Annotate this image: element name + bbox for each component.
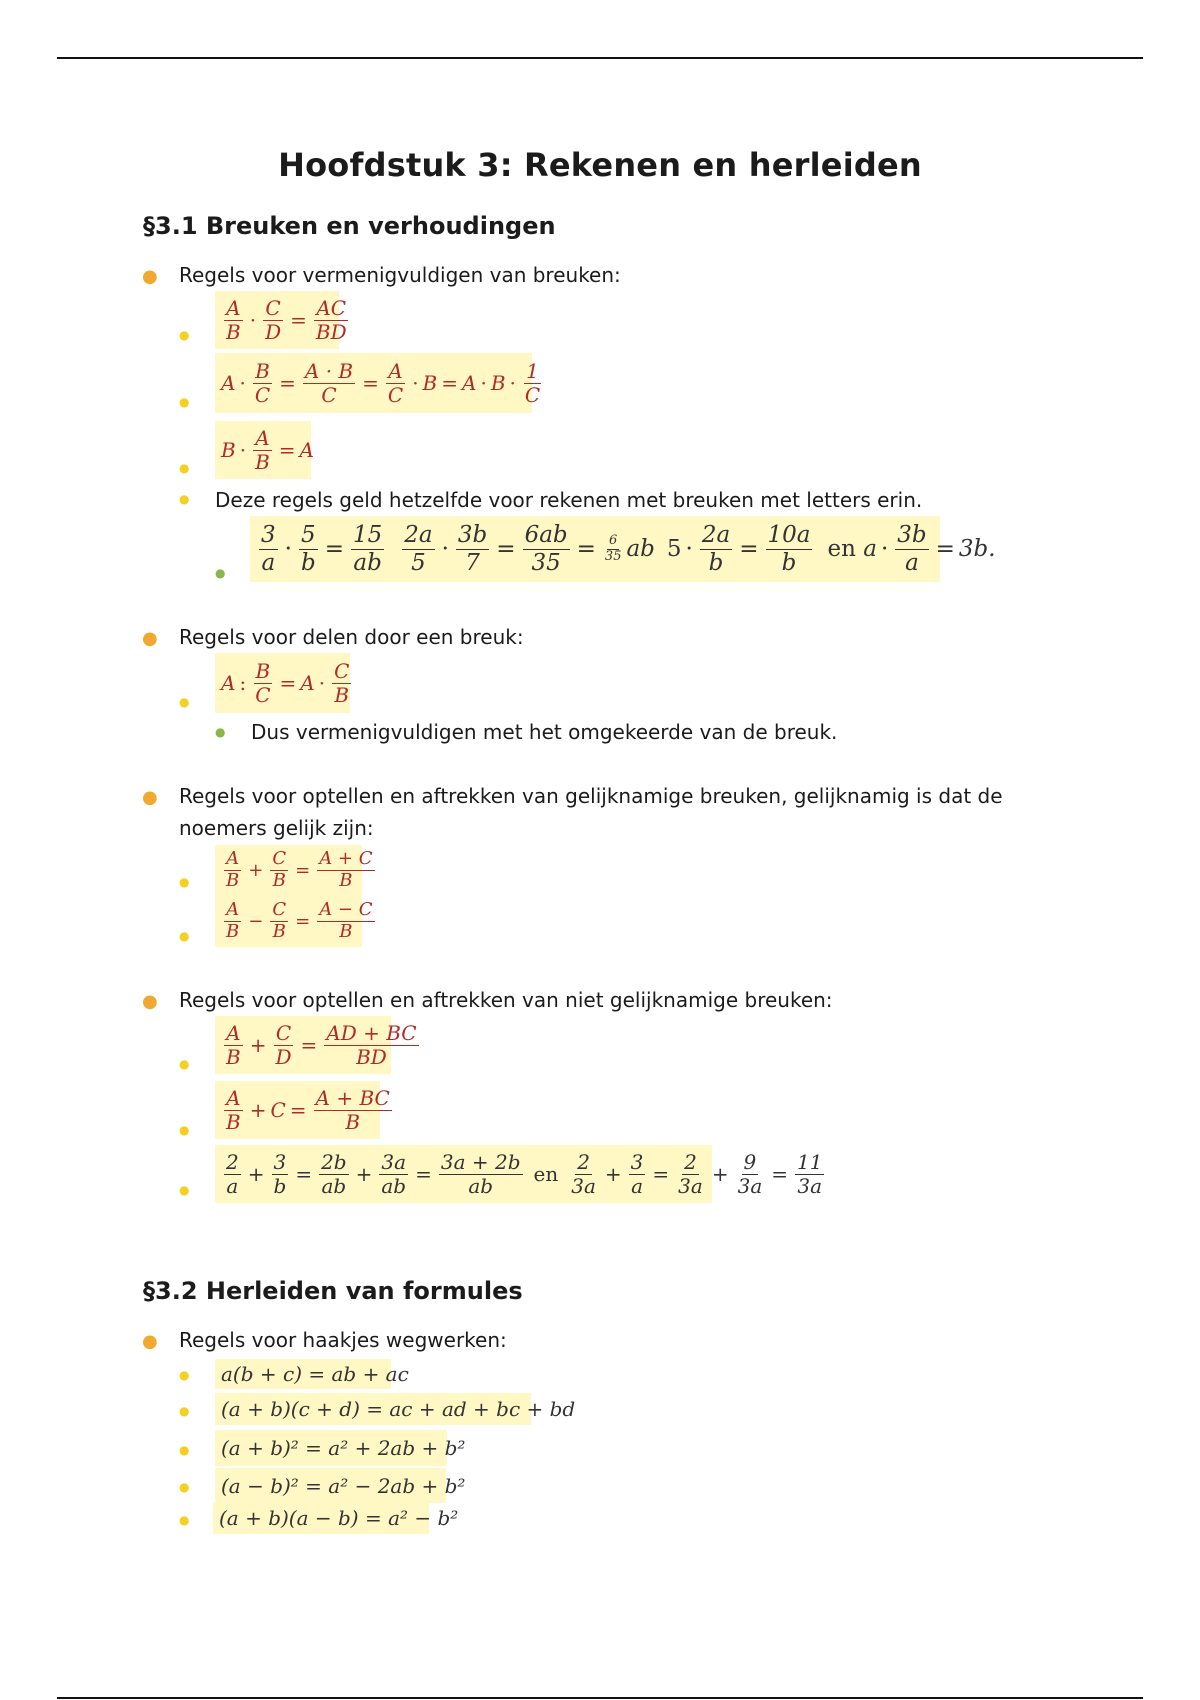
same-intro-line2: noemers gelijk zijn: — [179, 816, 374, 840]
formula-same-add: $\frac{A}{B}$ + $\frac{C}{B}$ = $\frac{A + C}{B}$ — [215, 845, 362, 895]
div-note-text: Dus vermenigvuldigen met het omgekeerde van de breuk. — [251, 720, 838, 744]
bullet-icon: ● — [179, 1183, 190, 1197]
top-rule — [57, 57, 1143, 59]
same-intro-line1: Regels voor optellen en aftrekken van gelijknamige breuken, gelijknamig is dat de — [179, 784, 1003, 808]
bullet-icon: ● — [179, 461, 190, 475]
formula-diff-add-whole: $\frac{A}{B}$ + C = $\frac{A + BC}{B}$ — [215, 1081, 380, 1139]
bullet-icon: ● — [179, 492, 190, 506]
diff-intro-text: Regels voor optellen en aftrekken van niet gelijknamige breuken: — [179, 988, 833, 1012]
bullet-icon: ● — [179, 695, 190, 709]
bullet-icon: ● — [142, 628, 158, 649]
formula-bracket-2: (a + b)(c + d) = ac + ad + bc + bd — [215, 1393, 531, 1425]
formula-same-sub: $\frac{A}{B}$ − $\frac{C}{B}$ = $\frac{A - C}{B}$ — [215, 895, 362, 947]
bullet-icon: ● — [142, 1331, 158, 1352]
page-title: Hoofdstuk 3: Rekenen en herleiden — [278, 146, 922, 184]
bullet-icon: ● — [179, 1480, 190, 1494]
bullet-icon: ● — [142, 787, 158, 808]
formula-mult-rule-1: $\frac{A}{B}$ · $\frac{C}{D}$ = $\frac{AC}{BD}$ — [215, 291, 339, 349]
section-heading-3-1: §3.1 Breuken en verhoudingen — [143, 212, 556, 240]
div-intro-text: Regels voor delen door een breuk: — [179, 625, 524, 649]
bullet-icon: ● — [215, 566, 226, 580]
bullet-icon: ● — [179, 1368, 190, 1382]
bottom-rule — [57, 1697, 1143, 1699]
bullet-icon: ● — [179, 1513, 190, 1527]
formula-bracket-4: (a − b)² = a² − 2ab + b² — [215, 1468, 446, 1503]
formula-mult-rule-2: A · $\frac{B}{C}$ = $\frac{A \cdot B}{C}$ = $\frac{A}{C}$ · B = A · B · $\frac{1}{C}$ — [215, 353, 532, 413]
formula-diff-examples: $\frac{2}{a}$ + $\frac{3}{b}$ = $\frac{2b}{ab}$ + $\frac{3a}{ab}$ = $\frac{3a + 2b}{ab}$ en $\frac{2}{3a}$ + $\frac{3}{a}$ = $\frac{2}{3a}$ + $\frac{9}{3a}$ = $\frac{11}{3a}$ — [215, 1145, 712, 1203]
bullet-icon: ● — [179, 1404, 190, 1418]
bullet-icon: ● — [179, 328, 190, 342]
formula-div-rule: A : $\frac{B}{C}$ = A · $\frac{C}{B}$ — [215, 653, 350, 713]
mult-note-text: Deze regels geld hetzelfde voor rekenen met breuken met letters erin. — [215, 488, 923, 512]
formula-letter-examples: $\frac{3}{a}$ · $\frac{5}{b}$ = $\frac{15}{ab}$ $\frac{2a}{5}$ · $\frac{3b}{7}$ = $\frac{6ab}{35}$ = $\frac{6}{35}$ ab 5 · $\frac{2a}{b}$ = $\frac{10a}{b}$ en a · $\frac{3b}{a}$ = 3b. — [250, 516, 940, 582]
formula-bracket-3: (a + b)² = a² + 2ab + b² — [215, 1430, 447, 1466]
formula-diff-add: $\frac{A}{B}$ + $\frac{C}{D}$ = $\frac{AD + BC}{BD}$ — [215, 1016, 391, 1074]
bullet-icon: ● — [179, 395, 190, 409]
bullet-icon: ● — [179, 1057, 190, 1071]
formula-bracket-1: a(b + c) = ab + ac — [215, 1359, 391, 1389]
bullet-icon: ● — [179, 1443, 190, 1457]
brackets-intro-text: Regels voor haakjes wegwerken: — [179, 1328, 507, 1352]
bullet-icon: ● — [179, 875, 190, 889]
formula-mult-rule-3: B · $\frac{A}{B}$ = A — [215, 421, 311, 479]
bullet-icon: ● — [179, 929, 190, 943]
section-heading-3-2: §3.2 Herleiden van formules — [143, 1277, 523, 1305]
bullet-icon: ● — [179, 1123, 190, 1137]
formula-bracket-5: (a + b)(a − b) = a² − b² — [213, 1502, 429, 1534]
bullet-icon: ● — [142, 266, 158, 287]
bullet-icon: ● — [215, 725, 226, 739]
mult-intro-text: Regels voor vermenigvuldigen van breuken: — [179, 263, 621, 287]
bullet-icon: ● — [142, 991, 158, 1012]
